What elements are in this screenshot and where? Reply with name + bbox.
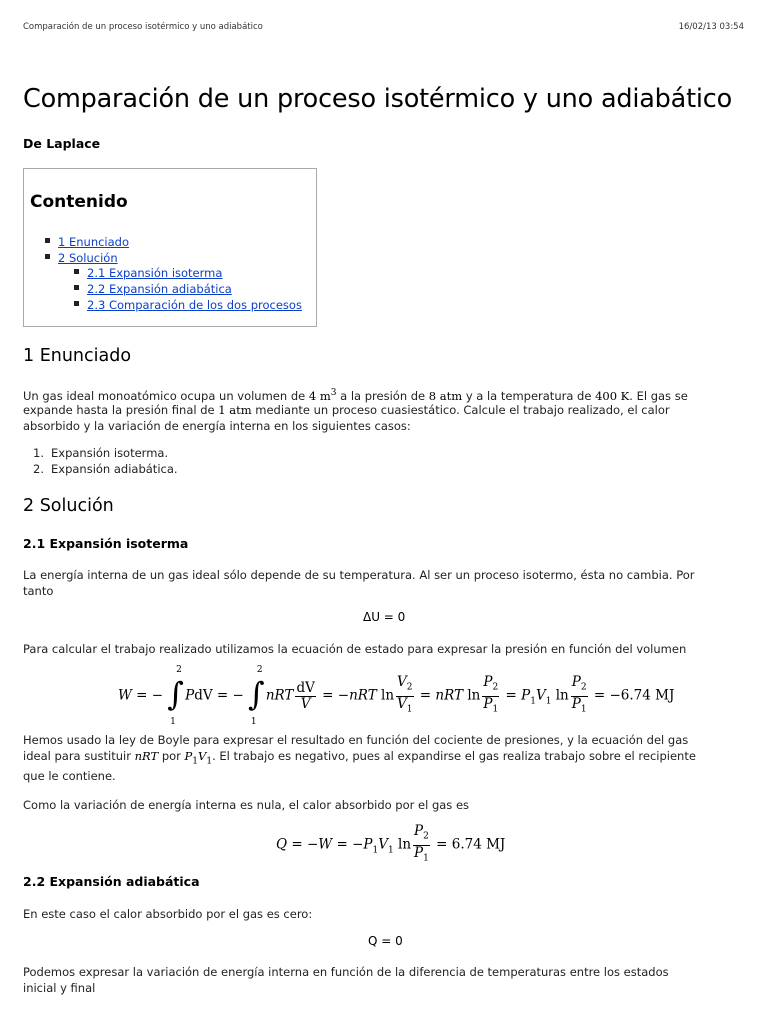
toc-link-expansion-isoterma[interactable]: 2.1 Expansión isoterma [87, 266, 223, 280]
temperature-value: 400 K [595, 388, 630, 403]
paragraph-boyle-line2: ideal para sustituir nRT por $P_1V_1$. El trabajo es negativo, pues al expandirse el gas realiza trabajo sobre el recipiente [23, 749, 696, 767]
toc-bullet [74, 269, 79, 274]
work-result: = −6.74 MJ [593, 687, 675, 704]
final-pressure-value: 1 atm [218, 403, 252, 417]
toc-title: Contenido [30, 192, 128, 212]
paragraph-boyle-line3: que le contiene. [23, 769, 116, 783]
paragraph-isoterma-line2: tanto [23, 584, 54, 598]
author: De Laplace [23, 136, 101, 151]
paragraph-enunciado-line3: absorbido y la variación de energía interna en los siguientes casos: [23, 419, 411, 433]
paragraph-energia-line2: inicial y final [23, 981, 96, 995]
equation-heat-isotherm: $Q = -W = -P_1V_1$ ln $\frac{P_2}{P_1}$ = 6.74 MJ [276, 823, 506, 864]
list-item: 1. Expansión isoterma. [33, 446, 169, 460]
toc-bullet [74, 285, 79, 290]
paragraph-adiabatica: En este caso el calor absorbido por el gas es cero: [23, 907, 313, 921]
paragraph-boyle-line1: Hemos usado la ley de Boyle para expresar el resultado en función del cociente de presiones, y la ecuación del gas [23, 733, 689, 747]
toc-link-expansion-adiabatica[interactable]: 2.2 Expansión adiabática [87, 282, 232, 296]
toc-link-comparacion[interactable]: 2.3 Comparación de los dos procesos [87, 298, 302, 312]
print-header-title: Comparación de un proceso isotérmico y uno adiabático [23, 22, 263, 32]
section-heading-solucion: 2 Solución [23, 496, 114, 516]
toc-link-solucion[interactable]: 2 Solución [58, 251, 118, 265]
equation-q-zero: Q = 0 [368, 934, 403, 948]
toc-bullet [45, 238, 50, 243]
page-title: Comparación de un proceso isotérmico y uno adiabático [23, 84, 732, 114]
equation-delta-u: ΔU = 0 [363, 610, 406, 624]
pressure-value: 8 atm [428, 388, 463, 403]
paragraph-isoterma-line1: La energía interna de un gas ideal sólo depende de su temperatura. Al ser un proceso isotermo, ésta no cambia. Por [23, 568, 695, 582]
equation-work-isotherm: W = − ∫ 2 1 PdV = − ∫ 2 1 nRT $\frac{dV}{V}$ = −nRT ln $\frac{V_2}{V_1}$ = nRT ln $\frac{P_2}{P_1}$ = $P_1V_1$ ln $\frac{P_2}{P_1}$ = −6.74 MJ [118, 665, 675, 728]
print-header-date: 16/02/13 03:54 [678, 22, 744, 32]
section-heading-enunciado: 1 Enunciado [23, 346, 132, 366]
paragraph-trabajo: Para calcular el trabajo realizado utilizamos la ecuación de estado para expresar la presión en función del volumen [23, 642, 687, 656]
paragraph-enunciado-line2: expande hasta la presión final de 1 atm mediante un proceso cuasiestático. Calcule el trabajo realizado, el calor [23, 403, 670, 417]
toc-bullet [74, 301, 79, 306]
heat-result: = 6.74 MJ [436, 836, 506, 853]
toc-link-enunciado[interactable]: 1 Enunciado [58, 235, 130, 249]
paragraph-enunciado-line1: Un gas ideal monoatómico ocupa un volumen de 4 $m^3$ a la presión de 8 atm y a la temperatura de 400 K. El gas se [23, 388, 688, 403]
subsection-heading-adiabatica: 2.2 Expansión adiabática [23, 874, 200, 889]
paragraph-energia-line1: Podemos expresar la variación de energía interna en función de la diferencia de temperaturas entre los estados [23, 965, 669, 979]
paragraph-calor: Como la variación de energía interna es nula, el calor absorbido por el gas es [23, 798, 470, 812]
volume-value: 4 $m^3$ [308, 388, 337, 403]
subsection-heading-isoterma: 2.1 Expansión isoterma [23, 536, 189, 551]
list-item: 2. Expansión adiabática. [33, 462, 178, 476]
toc-bullet [45, 254, 50, 259]
table-of-contents [23, 168, 317, 327]
